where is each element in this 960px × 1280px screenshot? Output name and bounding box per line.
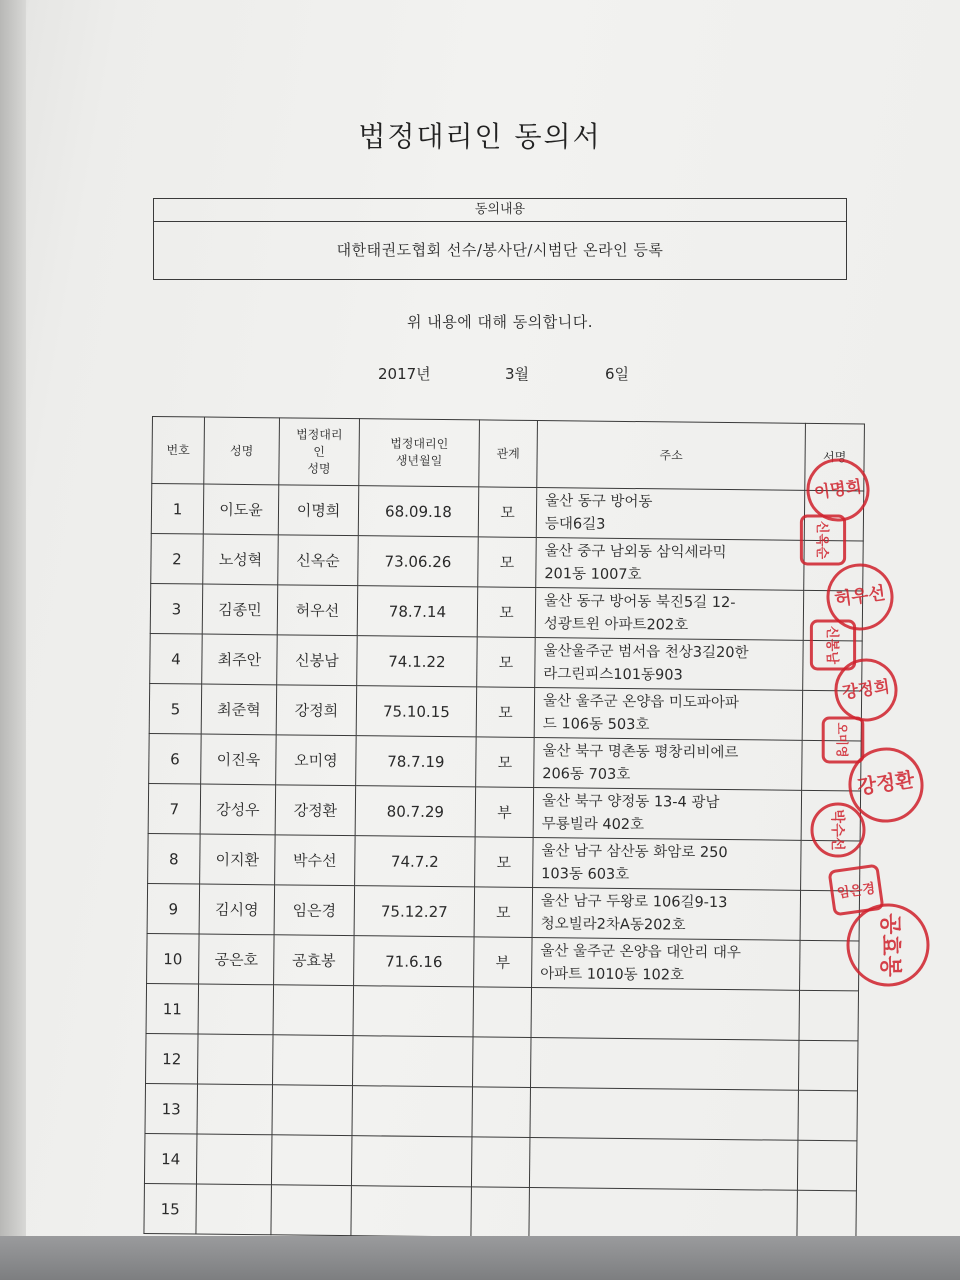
table-row bbox=[150, 583, 862, 640]
guardian-birthdate bbox=[352, 1086, 473, 1137]
seal-text: 이명희 bbox=[812, 476, 863, 503]
table-row bbox=[147, 933, 859, 990]
signature-cell bbox=[797, 1140, 857, 1191]
signature-cell bbox=[801, 840, 861, 891]
student-name bbox=[198, 984, 274, 1035]
seal-text: 허우선 bbox=[833, 583, 887, 611]
signature-cell bbox=[803, 640, 863, 691]
row-number: 3 bbox=[150, 583, 203, 634]
table-row bbox=[144, 1133, 856, 1190]
signature-cell bbox=[804, 490, 864, 541]
guardian-name bbox=[271, 1185, 352, 1236]
address bbox=[529, 1187, 798, 1240]
row-number: 14 bbox=[144, 1133, 197, 1184]
guardian-birthdate: 73.06.26 bbox=[358, 536, 479, 587]
row-number: 6 bbox=[149, 733, 202, 784]
row-number: 15 bbox=[144, 1183, 197, 1234]
relation: 모 bbox=[475, 837, 534, 888]
consent-content: 대한태권도협회 선수/봉사단/시범단 온라인 등록 bbox=[336, 241, 664, 259]
student-name: 김시영 bbox=[199, 884, 275, 935]
relation bbox=[471, 1137, 530, 1188]
date-month: 3월 bbox=[505, 365, 530, 383]
guardian-name bbox=[273, 985, 354, 1036]
signature-cell bbox=[799, 990, 859, 1041]
student-name bbox=[196, 1134, 272, 1185]
student-name: 이진욱 bbox=[201, 734, 277, 785]
guardian-birthdate bbox=[351, 1136, 472, 1187]
consent-header: 동의내용 bbox=[154, 199, 846, 222]
student-name bbox=[196, 1184, 272, 1235]
student-name: 노성혁 bbox=[203, 534, 279, 585]
page-edge bbox=[0, 0, 26, 1280]
seal-text: 신봉남 bbox=[824, 625, 839, 665]
signature-cell bbox=[803, 590, 863, 641]
address: 울산 북구 양정동 13-4 광남 무룡빌라 402호 bbox=[533, 788, 802, 841]
address: 울산 남구 두왕로 106길9-13 청오빌라2차A동202호 bbox=[532, 888, 801, 941]
row-number: 4 bbox=[150, 633, 203, 684]
row-number: 5 bbox=[149, 683, 202, 734]
relation: 부 bbox=[474, 937, 533, 988]
table-row bbox=[149, 683, 861, 740]
table-row bbox=[148, 833, 860, 890]
signature-cell bbox=[800, 940, 860, 991]
signature-cell bbox=[802, 690, 862, 741]
table-row bbox=[144, 1183, 856, 1240]
guardian-name bbox=[272, 1085, 353, 1136]
guardian-name bbox=[271, 1135, 352, 1186]
header-guardian-name: 법정대리 인 성명 bbox=[279, 418, 360, 486]
student-name: 이지환 bbox=[200, 834, 276, 885]
agreement-statement: 위 내용에 대해 동의합니다. bbox=[407, 313, 593, 331]
address: 울산 울주군 온양읍 대안리 대우 아파트 1010동 102호 bbox=[532, 938, 801, 991]
table-row bbox=[145, 1083, 857, 1140]
row-number: 8 bbox=[148, 833, 201, 884]
relation bbox=[471, 1187, 530, 1238]
guardian-name: 강정환 bbox=[275, 785, 356, 836]
student-name: 이도윤 bbox=[203, 484, 279, 535]
guardian-name: 강정희 bbox=[276, 685, 357, 736]
guardian-birthdate: 78.7.19 bbox=[356, 736, 477, 787]
relation bbox=[473, 987, 532, 1038]
guardian-name: 허우선 bbox=[277, 585, 358, 636]
guardian-birthdate: 80.7.29 bbox=[355, 786, 476, 837]
seal-text: 신옥순 bbox=[814, 520, 829, 560]
relation: 모 bbox=[474, 887, 533, 938]
row-number: 9 bbox=[147, 883, 200, 934]
date-day: 6일 bbox=[605, 365, 630, 383]
relation: 모 bbox=[478, 487, 537, 538]
seal-text: 임은경 bbox=[836, 881, 877, 902]
student-name bbox=[198, 1034, 274, 1085]
guardian-name: 임은경 bbox=[274, 885, 355, 936]
relation: 모 bbox=[476, 737, 535, 788]
header-no: 번호 bbox=[152, 417, 205, 485]
background-surface bbox=[0, 1236, 960, 1280]
guardian-name: 신옥순 bbox=[278, 535, 359, 586]
red-seal-stamp bbox=[848, 905, 928, 985]
guardian-table bbox=[143, 416, 865, 1241]
address bbox=[530, 1038, 799, 1091]
signature-cell bbox=[802, 740, 862, 791]
consent-box bbox=[153, 198, 847, 280]
relation: 모 bbox=[478, 537, 537, 588]
signature-cell bbox=[801, 790, 861, 841]
guardian-name: 공효봉 bbox=[274, 935, 355, 986]
relation: 모 bbox=[477, 637, 536, 688]
guardian-birthdate bbox=[352, 1036, 473, 1087]
address bbox=[530, 1088, 799, 1141]
student-name: 최주안 bbox=[202, 634, 278, 685]
student-name: 강성우 bbox=[200, 784, 276, 835]
seal-text: 공효봉 bbox=[877, 913, 902, 977]
relation bbox=[472, 1087, 531, 1138]
guardian-birthdate: 78.7.14 bbox=[357, 586, 478, 637]
signature-cell bbox=[798, 1040, 858, 1091]
guardian-birthdate: 75.10.15 bbox=[356, 686, 477, 737]
seal-text: 강정환 bbox=[855, 768, 916, 799]
table-row bbox=[150, 633, 862, 690]
guardian-birthdate: 68.09.18 bbox=[358, 486, 479, 537]
header-guardian-birth: 법정대리인 생년월일 bbox=[359, 419, 480, 487]
header-signature: 서명 bbox=[805, 423, 865, 491]
address: 울산 동구 방어동 등대6길3 bbox=[536, 488, 805, 541]
guardian-name bbox=[273, 1035, 354, 1086]
seal-text: 강정희 bbox=[840, 676, 891, 703]
row-number: 7 bbox=[148, 783, 201, 834]
signature-cell bbox=[804, 540, 864, 591]
signature-cell bbox=[797, 1190, 857, 1241]
relation: 모 bbox=[477, 587, 536, 638]
student-name: 김종민 bbox=[202, 584, 278, 635]
row-number: 2 bbox=[151, 533, 204, 584]
row-number: 13 bbox=[145, 1083, 198, 1134]
guardian-name: 신봉남 bbox=[277, 635, 358, 686]
signature-cell bbox=[798, 1090, 858, 1141]
address bbox=[529, 1137, 798, 1190]
table-row bbox=[148, 783, 860, 840]
student-name: 공은호 bbox=[199, 934, 275, 985]
student-name: 최준혁 bbox=[201, 684, 277, 735]
table-row bbox=[151, 533, 863, 590]
table-row bbox=[147, 883, 859, 940]
address: 울산 북구 명촌동 평창리비에르 206동 703호 bbox=[534, 738, 803, 791]
row-number: 12 bbox=[146, 1033, 199, 1084]
header-address: 주소 bbox=[537, 421, 806, 491]
document-title: 법정대리인 동의서 bbox=[358, 120, 602, 153]
address: 울산 중구 남외동 삼익세라믹 201동 1007호 bbox=[536, 538, 805, 591]
guardian-name: 오미영 bbox=[276, 735, 357, 786]
header-name: 성명 bbox=[204, 417, 280, 485]
address bbox=[531, 988, 800, 1041]
address: 울산울주군 범서읍 천상3길20한 라그린피스101동903 bbox=[535, 638, 804, 691]
seal-text: 오미영 bbox=[835, 722, 849, 758]
table-row bbox=[151, 484, 863, 541]
table-row bbox=[149, 733, 861, 790]
guardian-birthdate: 74.1.22 bbox=[357, 636, 478, 687]
address: 울산 동구 방어동 북진5길 12- 성광트윈 아파트202호 bbox=[535, 588, 804, 641]
guardian-birthdate bbox=[353, 986, 474, 1037]
guardian-birthdate bbox=[351, 1186, 472, 1237]
table-row bbox=[146, 1033, 858, 1090]
date-year: 2017년 bbox=[378, 365, 431, 383]
seal-text: 박수선 bbox=[829, 809, 845, 851]
header-relation: 관계 bbox=[479, 420, 538, 488]
relation: 부 bbox=[475, 787, 534, 838]
guardian-name: 박수선 bbox=[275, 835, 356, 886]
guardian-birthdate: 74.7.2 bbox=[355, 836, 476, 887]
guardian-birthdate: 75.12.27 bbox=[354, 886, 475, 937]
relation bbox=[472, 1037, 531, 1088]
student-name bbox=[197, 1084, 273, 1135]
address: 울산 남구 삼산동 화암로 250 103동 603호 bbox=[533, 838, 802, 891]
table-header-row bbox=[152, 417, 865, 491]
row-number: 11 bbox=[146, 983, 199, 1034]
relation: 모 bbox=[476, 687, 535, 738]
guardian-birthdate: 71.6.16 bbox=[354, 936, 475, 987]
address: 울산 울주군 온양읍 미도파아파 드 106동 503호 bbox=[534, 688, 803, 741]
table-row bbox=[146, 983, 858, 1040]
row-number: 1 bbox=[151, 484, 204, 535]
signature-cell bbox=[800, 890, 860, 941]
row-number: 10 bbox=[147, 933, 200, 984]
guardian-name: 이명희 bbox=[278, 485, 359, 536]
